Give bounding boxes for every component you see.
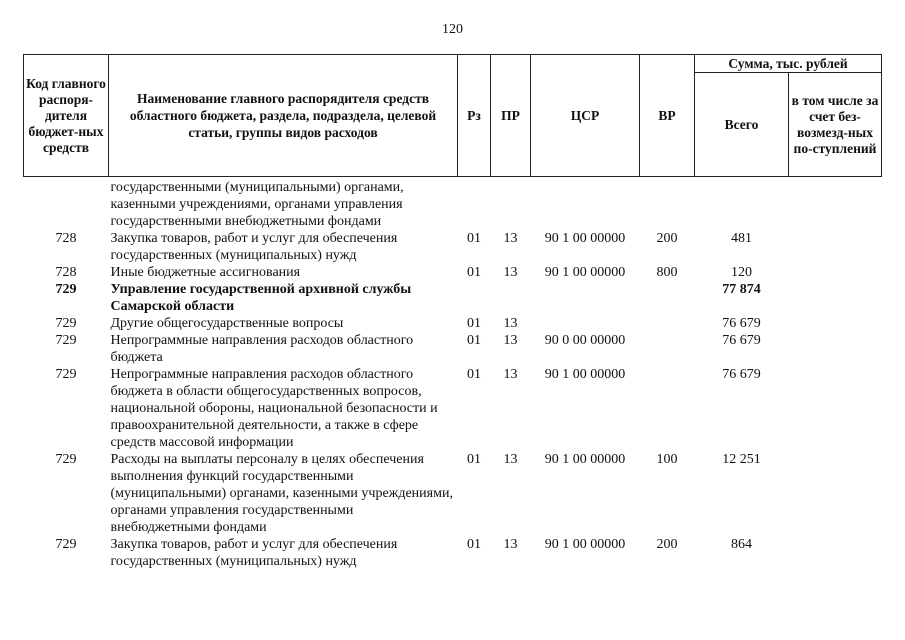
header-free: в том числе за счет без-возмезд-ных по-ступлений [789,73,882,177]
cell-vr: 100 [656,452,678,467]
cell-rz: 01 [467,537,481,552]
header-pr: ПР [491,55,531,177]
cell-free [789,332,882,366]
cell-total: 77 874 [722,282,761,297]
cell-free [789,177,882,231]
cell-rz: 01 [467,452,481,467]
cell-vr [640,177,695,231]
cell-rz: 01 [467,367,481,382]
cell-code: 729 [55,452,77,467]
cell-csr: 90 1 00 00000 [544,265,626,280]
cell-code: 729 [55,316,77,331]
cell-name: Закупка товаров, работ и услуг для обеспечения государственных (муниципальных) нужд [110,231,398,263]
cell-name: Закупка товаров, работ и услуг для обеспечения государственных (муниципальных) нужд [110,537,398,569]
cell-free [789,366,882,451]
cell-code: 729 [55,333,77,348]
header-rz: Рз [458,55,491,177]
table-row [24,451,882,536]
table-row [24,177,882,231]
cell-name: Иные бюджетные ассигнования [110,265,301,280]
cell-rz [458,281,491,315]
cell-code: 728 [55,231,77,246]
cell-csr: 90 1 00 00000 [544,231,626,246]
cell-vr: 200 [656,537,678,552]
cell-csr: 90 1 00 00000 [544,367,626,382]
cell-free [789,451,882,536]
table-row [24,332,882,366]
cell-rz: 01 [467,231,481,246]
budget-table [23,54,882,570]
cell-pr: 13 [503,333,518,348]
cell-name: Расходы на выплаты персоналу в целях обеспечения выполнения функций государственными (муниципальными) органами, казенными учреждениями, органами управления государственными внебюджетными фондами [110,452,453,535]
cell-total: 76 679 [722,333,761,348]
table-row [24,264,882,281]
header-code: Код главного распоря-дителя бюджет-ных средств [24,55,109,177]
cell-vr: 800 [656,265,678,280]
cell-free [789,315,882,332]
cell-vr [640,366,695,451]
cell-code [24,177,109,231]
cell-vr [640,332,695,366]
cell-name: Другие общегосударственные вопросы [110,316,344,331]
header-name: Наименование главного распорядителя средств областного бюджета, раздела, подраздела, целевой статьи, группы видов расходов [109,55,458,177]
header-sum: Сумма, тыс. рублей [695,55,882,73]
table-row [24,315,882,332]
header-csr: ЦСР [531,55,640,177]
page-number: 120 [442,22,463,37]
cell-vr [640,281,695,315]
cell-free [789,230,882,264]
cell-pr: 13 [503,265,518,280]
cell-vr: 200 [656,231,678,246]
header-total: Всего [695,73,789,177]
cell-code: 729 [55,537,77,552]
cell-total: 76 679 [722,316,761,331]
cell-total: 120 [731,265,752,280]
cell-name: государственными (муниципальными) органами, казенными учреждениями, органами управления государственными внебюджетными фондами [110,180,404,229]
table-row [24,536,882,570]
cell-pr: 13 [503,367,518,382]
cell-pr [491,177,531,231]
cell-code: 729 [55,282,77,297]
cell-rz: 01 [467,265,481,280]
cell-code: 728 [55,265,77,280]
cell-csr: 90 1 00 00000 [544,537,626,552]
cell-free [789,281,882,315]
table-row [24,281,882,315]
cell-csr [531,177,640,231]
cell-total: 481 [731,231,752,246]
cell-pr [491,281,531,315]
cell-total: 12 251 [722,452,761,467]
header-vr: ВР [640,55,695,177]
cell-csr [531,281,640,315]
cell-pr: 13 [503,231,518,246]
table-body [24,177,882,571]
cell-pr: 13 [503,537,518,552]
cell-name: Непрограммные направления расходов областного бюджета [110,333,414,365]
cell-vr [640,315,695,332]
cell-total: 864 [731,537,752,552]
cell-name: Непрограммные направления расходов областного бюджета в области общегосударственных вопросов, национальной обороны, национальной безопасности и правоохранительной деятельности, а также в сфере средств массовой информации [110,367,438,450]
cell-free [789,536,882,570]
cell-total [695,177,789,231]
table-row [24,366,882,451]
cell-free [789,264,882,281]
cell-csr: 90 1 00 00000 [544,452,626,467]
cell-name: Управление государственной архивной службы Самарской области [110,282,412,314]
cell-csr: 90 0 00 00000 [544,333,626,348]
cell-pr: 13 [503,316,518,331]
cell-rz: 01 [467,316,481,331]
cell-rz [458,177,491,231]
cell-pr: 13 [503,452,518,467]
cell-rz: 01 [467,333,481,348]
cell-total: 76 679 [722,367,761,382]
table-row [24,230,882,264]
cell-csr [531,315,640,332]
cell-code: 729 [55,367,77,382]
